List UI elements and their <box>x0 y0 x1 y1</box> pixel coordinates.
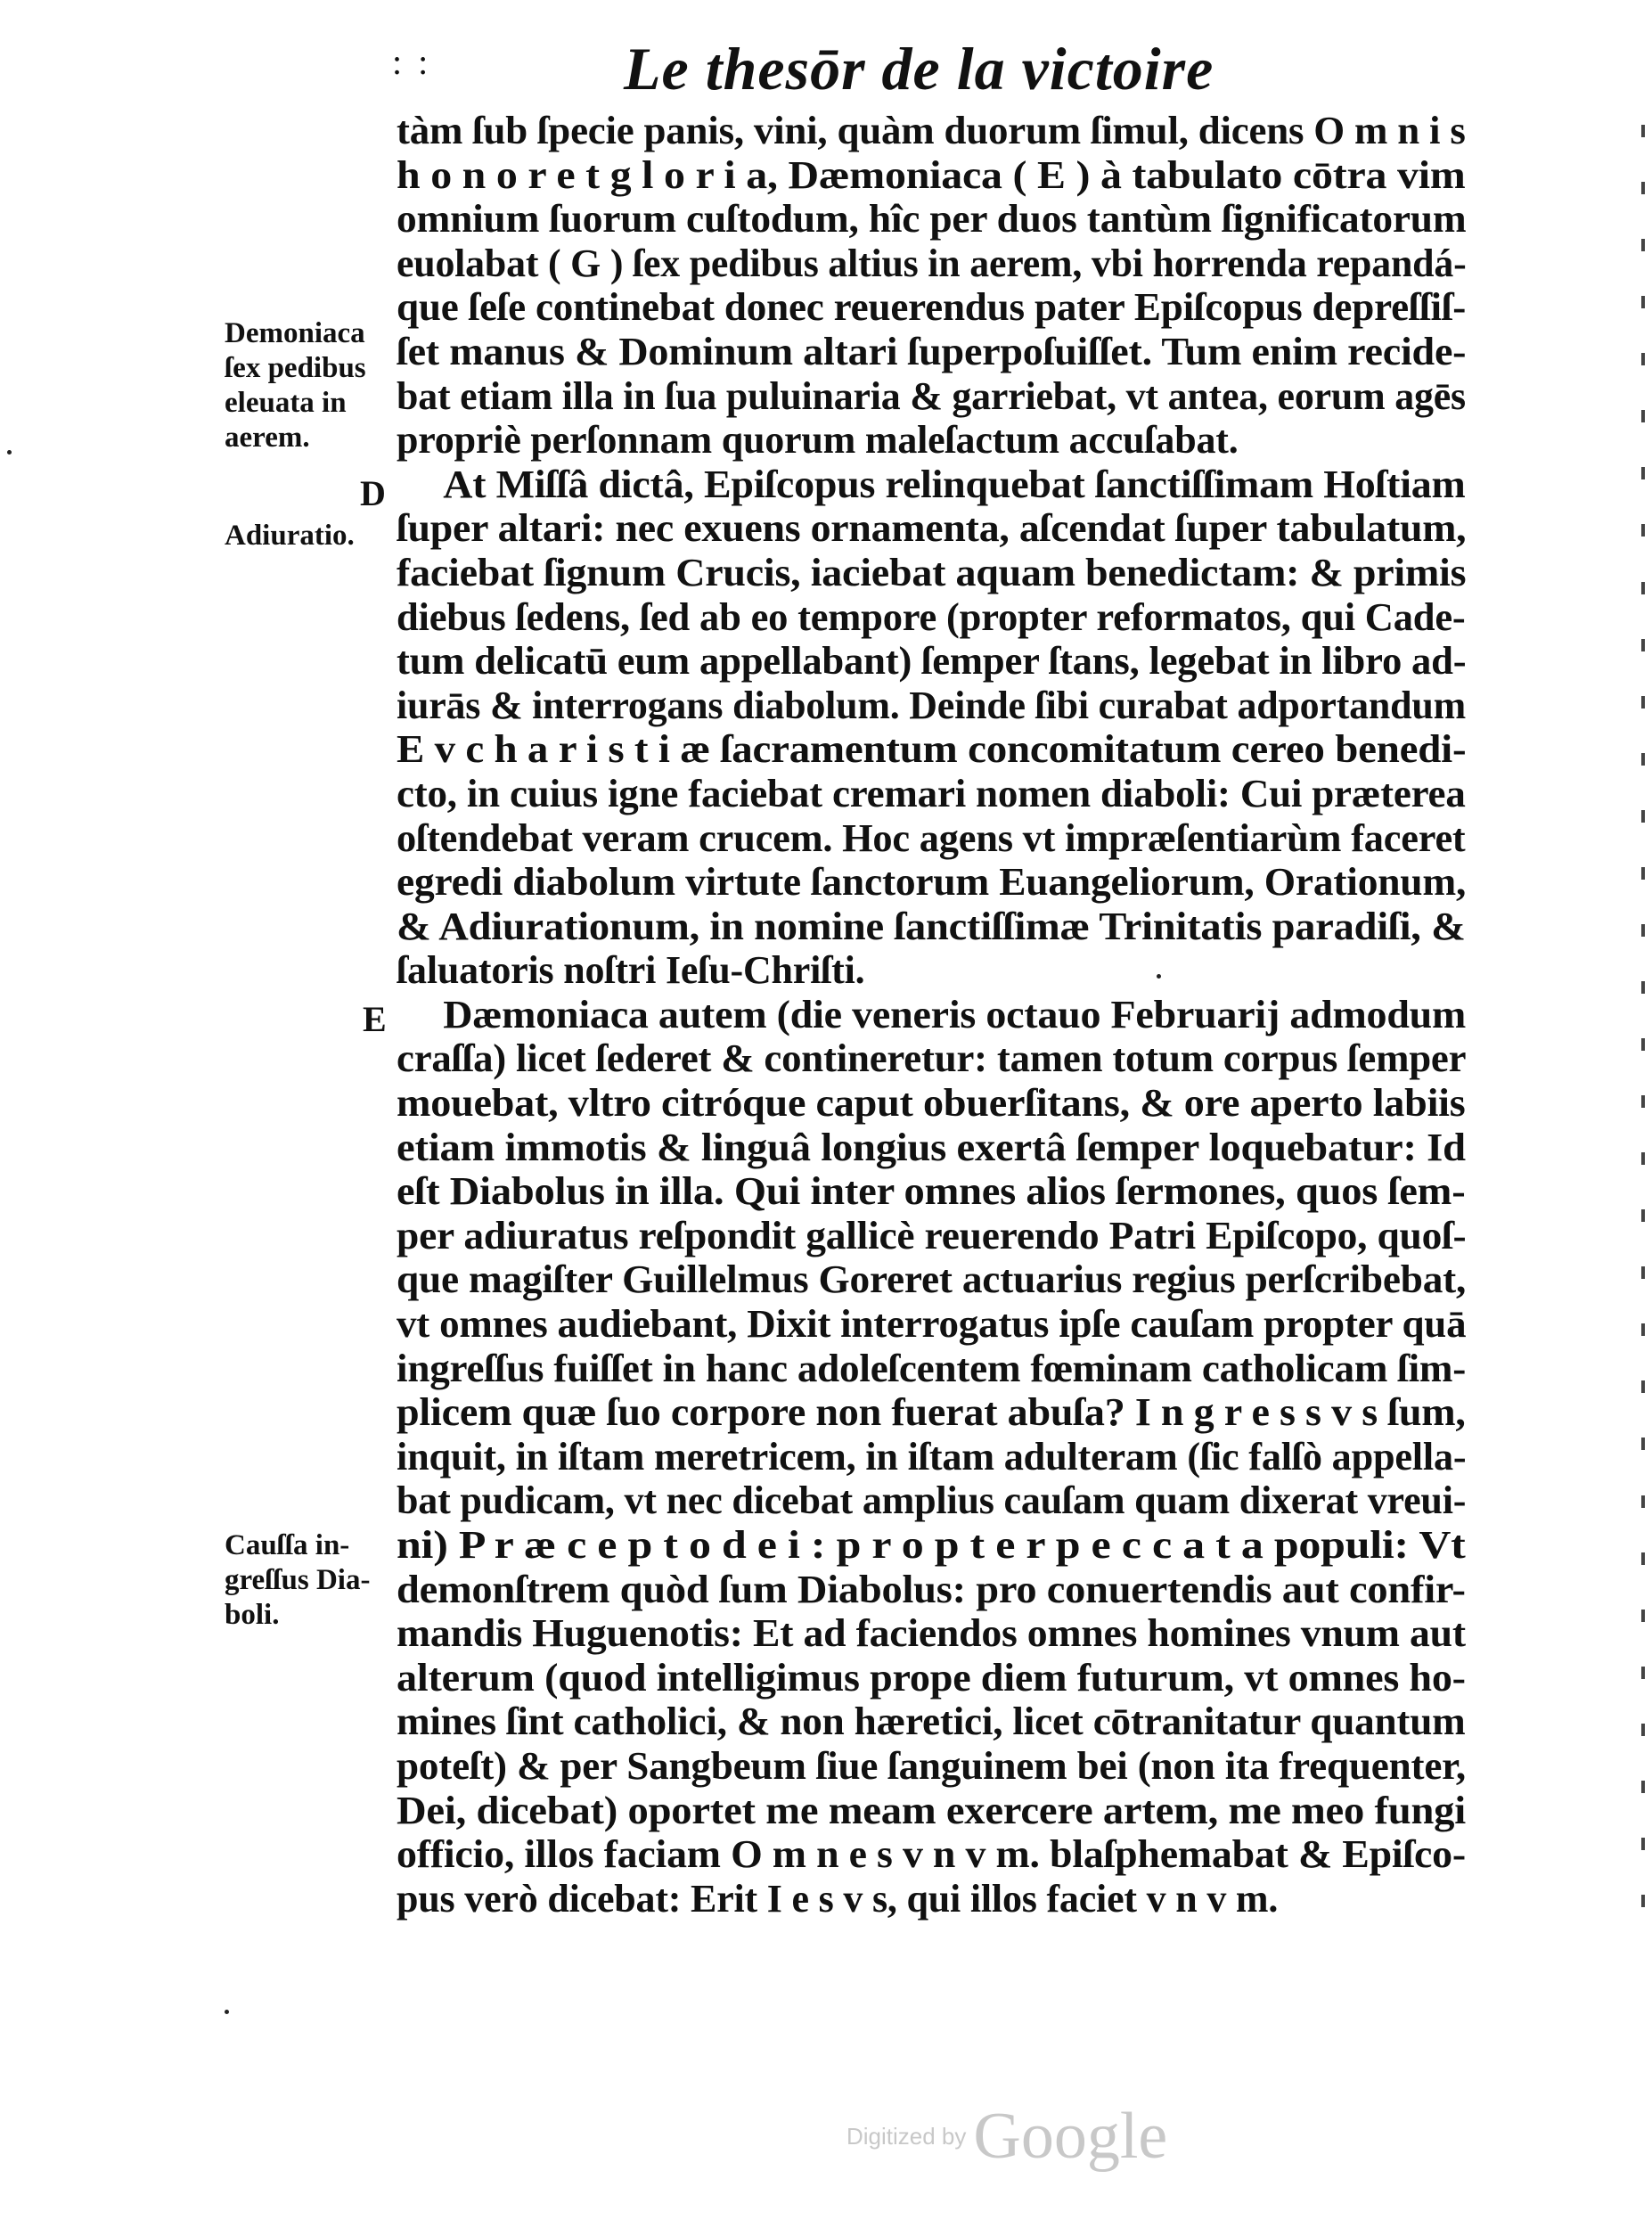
margin-note-demoniaca <box>225 316 366 455</box>
text-line: tum delicatū eum appellabant) ſemper ſtans, legebat in libro ad- <box>397 639 1467 684</box>
text-line: vt omnes audiebant, Dixit interrogatus ipſe cauſam propter quā <box>397 1302 1467 1347</box>
text-line: Dæmoniaca autem (die veneris octauo Februarij admodum <box>443 992 1467 1036</box>
running-title: Le thesōr de la victoire <box>624 35 1214 102</box>
margin-note-adiuratio: Adiuratio. <box>225 520 355 552</box>
section-marker-e: E <box>363 999 387 1039</box>
text-line: tàm ſub ſpecie panis, vini, quàm duorum ſimul, dicens O m n i s <box>397 109 1466 152</box>
text-line: mandis Huguenotis: Et ad faciendos omnes homines vnum aut <box>397 1611 1466 1656</box>
text-line: plicem quæ ſuo corpore non fuerat abuſa? I n g r e s s v s ſum, <box>397 1390 1466 1435</box>
text-line: etiam immotis & linguâ longius exertâ ſemper loquebatur: Id <box>397 1125 1466 1169</box>
text-line: Dei, dicebat) oportet me meam exercere artem, me meo fungi <box>397 1788 1466 1832</box>
text-line: euolabat ( G ) ſex pedibus altius in aerem, vbi horrenda repandá- <box>397 241 1467 285</box>
text-line: demonſtrem quòd ſum Diabolus: pro conuertendis aut confir- <box>397 1567 1466 1611</box>
text-line: mouebat, vltro citróque caput obuerſitans, & ore aperto labiis <box>397 1081 1466 1126</box>
digitized-by-text: Digitized by <box>846 2123 967 2150</box>
margin-note-line: Cauſſa in- <box>225 1529 350 1561</box>
text-line: iurās & interrogans diabolum. Deinde ſibi curabat adportandum <box>397 683 1467 727</box>
google-logo: Google <box>973 2100 1168 2173</box>
text-line: & Adiurationum, in nomine ſanctiſſimæ Trinitatis paradiſi, & <box>397 904 1466 948</box>
text-line: ſuper altari: nec exuens ornamenta, aſcendat ſuper tabulatum, <box>397 506 1467 551</box>
text-line: bat etiam illa in ſua puluinaria & garriebat, vt antea, eorum agēs <box>397 373 1466 418</box>
margin-note-line: greſſus Dia- <box>225 1564 371 1596</box>
digitized-watermark <box>846 2099 1203 2173</box>
margin-note-line: ſex pedibus <box>225 352 366 384</box>
text-line: bat pudicam, vt nec dicebat amplius cauſam quam dixerat vreui- <box>397 1479 1467 1523</box>
text-line: ſaluatoris noſtri Ieſu-Chriſti. <box>397 948 865 993</box>
text-line: h o n o r e t g l o r i a, Dæmoniaca ( E ) à tabulato cōtra vim <box>397 152 1466 197</box>
text-line: poteſt) & per Sangbeum ſiue ſanguinem bei (non ita frequenter, <box>397 1743 1466 1788</box>
scan-speck <box>225 2010 229 2014</box>
text-line: per adiuratus reſpondit gallicè reuerendo Patri Epiſcopo, quoſ- <box>397 1213 1467 1257</box>
header-marks: : : <box>392 42 432 82</box>
text-line: propriè perſonnam quorum maleſactum accuſabat. <box>397 418 1239 463</box>
running-header <box>392 34 1301 105</box>
text-line: ingreſſus fuiſſet in hanc adoleſcentem fœminam catholicam ſim- <box>397 1346 1467 1390</box>
margin-note-line: eleuata in <box>225 387 347 419</box>
margin-note-line: boli. <box>225 1599 280 1631</box>
text-line: inquit, in iſtam meretricem, in iſtam adulteram (ſic falſò appella- <box>397 1434 1467 1479</box>
margin-note-caussa <box>225 1528 370 1633</box>
text-line: eſt Diabolus in illa. Qui inter omnes alios ſermones, quos ſem- <box>397 1169 1466 1214</box>
text-line: omnium ſuorum cuſtodum, hîc per duos tantùm ſignificatorum <box>397 197 1467 242</box>
text-line: craſſa) licet ſederet & contineretur: tamen totum corpus ſemper <box>397 1036 1467 1081</box>
section-marker-d: D <box>360 473 386 513</box>
text-line: pus verò dicebat: Erit I e s v s, qui illos faciet v n v m. <box>397 1876 1279 1921</box>
text-line: que ſeſe continebat donec reuerendus pater Epiſcopus depreſſiſ- <box>397 285 1467 330</box>
text-line: E v c h a r i s t i æ ſacramentum concomitatum cereo benedi- <box>397 727 1467 772</box>
text-line: ni) P r æ c e p t o d e i : p r o p t e r p e c c a t a populi: Vt <box>397 1523 1466 1567</box>
text-line: diebus ſedens, ſed ab eo tempore (propter reformatos, qui Cade- <box>397 594 1466 639</box>
text-line: ſet manus & Dominum altari ſuperpoſuiſſet. Tum enim recide- <box>397 329 1467 373</box>
main-text <box>397 109 1466 1921</box>
text-line: mines ſint catholici, & non hæretici, licet cōtranitatur quantum <box>397 1700 1466 1744</box>
text-line: officio, illos faciam O m n e s v n v m. blaſphemabat & Epiſco- <box>397 1832 1466 1877</box>
text-line: que magiſter Guillelmus Goreret actuarius regius perſcribebat, <box>397 1257 1467 1302</box>
text-line: alterum (quod intelligimus prope diem futurum, vt omnes ho- <box>397 1655 1466 1700</box>
margin-note-line: Demoniaca <box>225 317 365 349</box>
scan-speck <box>1157 974 1161 979</box>
text-line: faciebat ſignum Crucis, iaciebat aquam benedictam: & primis <box>397 550 1467 594</box>
text-line: At Miſſâ dictâ, Epiſcopus relinquebat ſanctiſſimam Hoſtiam <box>443 462 1466 506</box>
text-line: cto, in cuius igne faciebat cremari nomen diaboli: Cui præterea <box>397 771 1466 815</box>
scan-edge-marks <box>1634 125 1652 1907</box>
margin-note-line: aerem. <box>225 422 310 454</box>
text-line: egredi diabolum virtute ſanctorum Euangeliorum, Orationum, <box>397 860 1467 905</box>
scan-speck <box>7 450 12 455</box>
text-line: oſtendebat veram crucem. Hoc agens vt impræſentiarùm faceret <box>397 815 1466 860</box>
